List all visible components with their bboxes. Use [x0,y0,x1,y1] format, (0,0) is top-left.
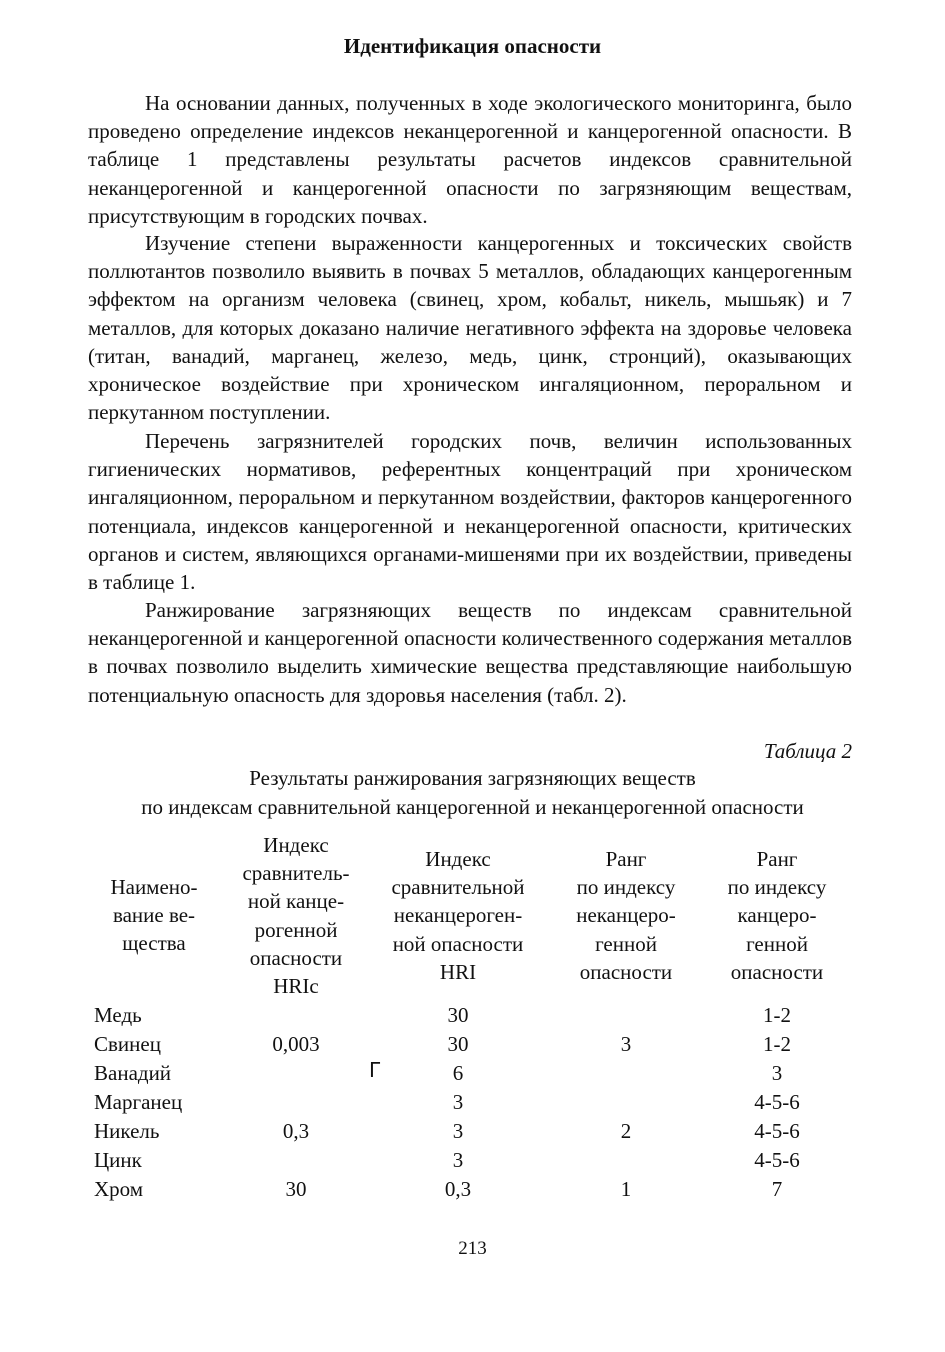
row-rank-noncarc: 2 [620,1119,632,1143]
header-hri-line: ной опасности [392,931,524,956]
row-hri: 3 [452,1119,464,1143]
header-rank-carc-line: канцеро- [737,903,817,928]
header-hri-line: сравнительной [391,875,525,900]
row-hri: 30 [447,1032,469,1056]
row-name: Свинец [94,1032,161,1056]
header-rank-carc-line: по индексу [727,875,827,900]
row-rank-noncarc: 3 [620,1032,632,1056]
row-hri: 30 [447,1003,469,1027]
row-rank-carc: 7 [771,1177,783,1201]
header-hri [372,845,544,986]
header-rank-carc-line: Ранг [756,847,798,871]
header-hric-line: опасности [249,945,343,970]
row-hri: 6 [452,1061,464,1085]
row-hric: 0,3 [282,1119,310,1143]
header-name-line: щества [122,931,186,956]
row-name: Хром [94,1177,144,1201]
header-rank-carcinogenic [706,845,848,986]
stray-mark: Γ [369,1058,381,1082]
row-rank-carc: 1-2 [763,1032,791,1056]
table-title-line-1: Результаты ранжирования загрязняющих веществ [249,766,696,790]
row-hric: 0,003 [272,1032,320,1056]
row-name: Цинк [94,1148,142,1172]
row-hric: 30 [285,1177,307,1201]
table-title [0,764,945,821]
header-rank-noncarc-line: Ранг [605,847,647,871]
header-rank-noncarc-line: по индексу [576,875,676,900]
header-rank-noncarcinogenic [556,845,696,986]
table-label: Таблица 2 [763,739,852,763]
header-hri-line: HRI [439,959,477,984]
row-rank-carc: 3 [771,1061,783,1085]
header-hric-line: ной канце- [247,889,345,914]
row-rank-carc: 1-2 [763,1003,791,1027]
page-number: 213 [458,1238,487,1259]
section-heading: Идентификация опасности [343,34,602,58]
paragraph-4: Ранжирование загрязняющих веществ по индексам сравнительной неканцерогенной и канцерогенной опасности количественного содержания металлов в почвах позволило выделить химические вещества представляющие наибольшую потенциальную опасность для здоровья населения (табл. 2). [88,598,852,707]
header-hri-line: Индекс [425,847,491,871]
header-name [94,873,214,958]
row-rank-carc: 4-5-6 [754,1119,800,1143]
header-name-line: вание ве- [112,903,196,928]
header-rank-noncarc-line: неканцеро- [576,903,676,928]
row-hri: 3 [452,1148,464,1172]
header-hric-line: HRIc [273,974,319,999]
header-hri-line: неканцероген- [393,903,523,928]
row-hri: 0,3 [444,1177,472,1201]
row-hri: 3 [452,1090,464,1114]
paragraph-1: На основании данных, полученных в ходе экологического мониторинга, было проведено определение индексов неканцерогенной и канцерогенной опасности. В таблице 1 представлены результаты расчетов индексов сравнительной неканцерогенной и канцерогенной опасности по загрязняющим веществам, присутствующим в городских почвах. [88,91,852,228]
header-hric-line: Индекс [263,833,329,857]
paragraph-3: Перечень загрязнителей городских почв, величин использованных гигиенических нормативов, референтных концентраций при хроническом ингаляционном, пероральном и перкутанном воздействии, факторов канцерогенного потенциала, индексов канцерогенной и неканцерогенной опасности, критических органов и систем, являющихся органами-мишенями при их воздействии, приведены в таблице 1. [88,429,852,595]
paragraph-2: Изучение степени выраженности канцерогенных и токсических свойств поллютантов позволило выявить в почвах 5 металлов, обладающих канцерогенным эффектом на организм человека (свинец, хром, кобальт, никель, мышьяк) и 7 металлов, для которых доказано наличие негативного эффекта на здоровье человека (титан, ванадий, марганец, железо, медь, цинк, стронций), оказывающих хроническое воздействие при хроническом ингаляционном, пероральном и перкутанном поступлении. [88,231,852,425]
row-rank-carc: 4-5-6 [754,1090,800,1114]
header-rank-noncarc-line: генной [595,931,657,956]
header-hric-line: рогенной [254,917,338,942]
row-rank-noncarc: 1 [620,1177,632,1201]
header-rank-carc-line: опасности [730,959,824,984]
header-rank-noncarc-line: опасности [579,959,673,984]
header-rank-carc-line: генной [746,931,808,956]
table-title-line-2: по индексам сравнительной канцерогенной и неканцерогенной опасности [141,794,804,819]
header-hric [226,831,366,1000]
row-rank-carc: 4-5-6 [754,1148,800,1172]
row-name: Медь [94,1003,142,1027]
header-name-line: Наимено- [110,875,198,899]
row-name: Ванадий [94,1061,172,1085]
row-name: Марганец [94,1090,183,1114]
header-hric-line: сравнитель- [242,861,350,886]
row-name: Никель [94,1119,160,1143]
